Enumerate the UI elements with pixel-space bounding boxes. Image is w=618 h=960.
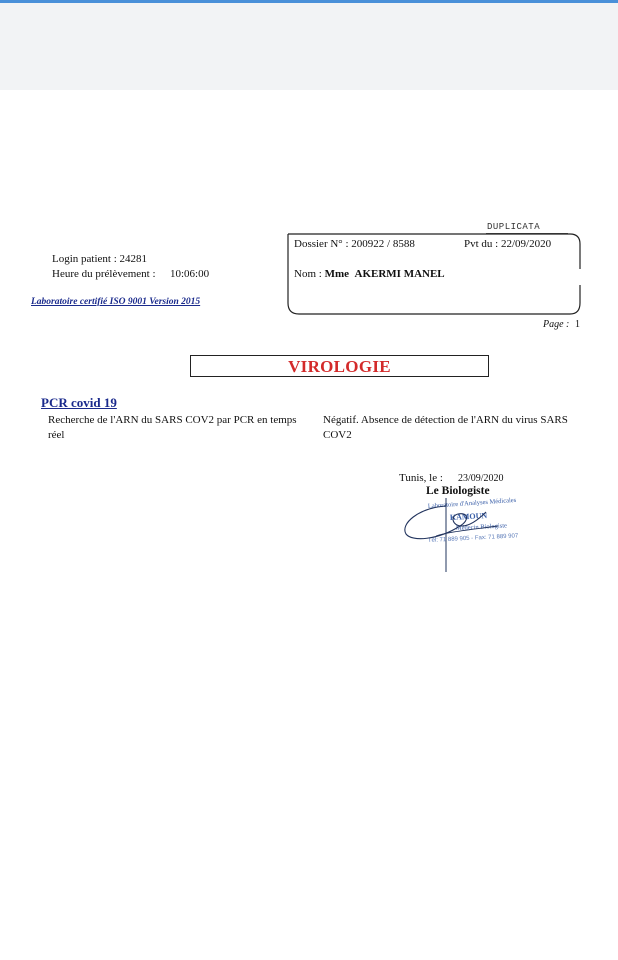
duplicata-label: DUPLICATA (487, 222, 541, 232)
dossier-label: Dossier N° : (294, 238, 349, 250)
page-number: 1 (575, 319, 580, 330)
stamp-line-3: Médecin Biologiste (455, 522, 508, 532)
dossier-number (294, 238, 415, 250)
place-label: Tunis, le : (399, 472, 443, 484)
login-patient (52, 253, 147, 265)
stamp-line-4: Tél: 71 889 905 - Fax: 71 889 907 (427, 533, 519, 544)
signature-date: 23/09/2020 (458, 473, 504, 484)
login-value: 24281 (119, 253, 148, 265)
sample-date (464, 238, 551, 250)
stamp-line-2: KAMOUN (449, 511, 488, 522)
patient-name (294, 268, 445, 280)
biologist-stamp-signature (398, 496, 548, 576)
dossier-value: 200922 / 8588 (351, 238, 415, 250)
nom-label: Nom : (294, 268, 322, 280)
page-label: Page : (543, 319, 570, 330)
section-header-box (190, 355, 489, 377)
pvt-value: 22/09/2020 (500, 238, 552, 250)
lab-certification: Laboratoire certifié ISO 9001 Version 2015 (31, 297, 201, 307)
login-label: Login patient : (52, 253, 117, 265)
heure-label: Heure du prélèvement : (52, 268, 156, 280)
test-name: PCR covid 19 (41, 395, 117, 410)
heure-value: 10:06:00 (170, 268, 210, 280)
nom-title: Mme (324, 268, 349, 280)
nom-value: AKERMI MANEL (354, 268, 445, 280)
stamp-line-1: Laboratoire d'Analyses Médicales (427, 496, 517, 510)
test-result: Négatif. Absence de détection de l'ARN du virus SARS COV2 (323, 414, 568, 441)
section-title: VIROLOGIE (288, 357, 391, 376)
pvt-label: Pvt du : (464, 238, 499, 250)
biologist-role: Le Biologiste (426, 485, 490, 497)
test-description: Recherche de l'ARN du SARS COV2 par PCR en temps réel (48, 414, 297, 441)
viewer-header-band (0, 3, 618, 90)
